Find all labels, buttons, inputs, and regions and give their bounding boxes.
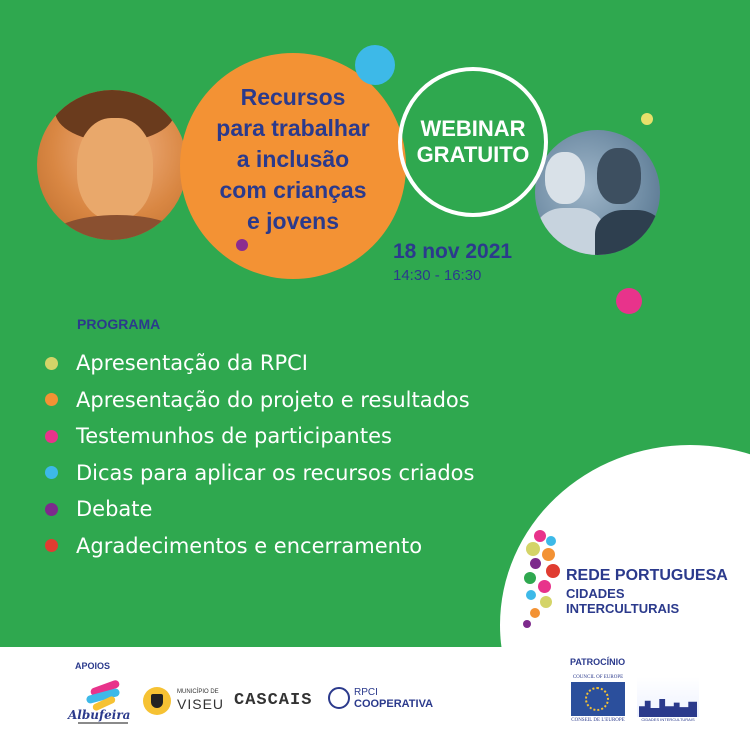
albufeira-tagline-line [78,722,128,724]
program-item [45,455,474,492]
program-title: PROGRAMA [77,316,161,332]
program-item [45,418,474,455]
logo-bubble [546,564,560,578]
bullet-dot-icon [45,466,58,479]
program-list [45,345,474,564]
rpci-cooperativa-logo [328,687,434,717]
photo-woman-1-head [545,152,585,204]
photo-young-man-face [77,118,153,220]
headline-line: com crianças [219,177,367,203]
organizer-subtitle: CIDADES INTERCULTURAIS [566,586,680,616]
logo-bubble [538,580,551,593]
coe-flag-icon [571,682,625,716]
decorative-dot-blue [355,45,395,85]
program-item-label: Debate [76,497,153,522]
viseu-crest-icon [143,687,171,715]
logo-bubble [523,620,531,628]
decorative-dot-pink [616,288,642,314]
bullet-dot-icon [45,357,58,370]
cascais-logo: CASCAIS [234,691,313,710]
badge-line-2: GRATUITO [416,142,530,167]
logo-bubble [526,542,540,556]
logo-bubble [530,558,541,569]
cooperativa-label: COOPERATIVA [354,698,434,710]
rpci-ring-icon [328,687,350,709]
albufeira-wordmark: Albufeira [68,708,131,722]
program-item-label: Testemunhos de participantes [76,424,392,449]
logo-bubble [530,608,540,618]
event-time: 14:30 - 16:30 [393,267,482,284]
logo-bubble [542,548,555,561]
footer [0,647,750,750]
event-date: 18 nov 2021 [393,240,513,263]
headline [198,82,388,237]
headline-line: para trabalhar [216,115,370,141]
logo-bubble [524,572,536,584]
badge-line-1: WEBINAR [420,116,526,141]
supporters-label: APOIOS [75,661,111,671]
program-item [45,345,474,382]
albufeira-logo [68,680,133,725]
photo-young-man-shirt [47,215,187,240]
webinar-badge [398,67,548,217]
program-item-label: Dicas para aplicar os recursos criados [76,460,475,485]
organizer-name: REDE PORTUGUESA [566,567,728,584]
photo-woman-2-body [595,210,660,255]
program-item-label: Agradecimentos e encerramento [76,533,423,558]
photo-woman-2-head [597,148,641,204]
headline-line: e jovens [246,208,340,234]
bullet-dot-icon [45,430,58,443]
program-item [45,382,474,419]
bullet-dot-icon [45,539,58,552]
bullet-dot-icon [45,503,58,516]
viseu-municipality-label: MUNICÍPIO DE [177,689,219,695]
organizer-logo-bubbles-icon [520,530,565,630]
logo-bubble [526,590,536,600]
program-item-label: Apresentação do projeto e resultados [76,387,470,412]
photo-two-young-women [535,130,660,255]
decorative-dot-yellow [641,113,653,125]
logo-bubble [534,530,546,542]
bullet-dot-icon [45,393,58,406]
organizer-logo [520,530,735,630]
rpci-label: RPCI [354,687,378,698]
program-item [45,491,474,528]
headline-line: Recursos [240,84,346,110]
viseu-wordmark: VISEU [177,696,225,712]
sponsors-label: PATROCÍNIO [570,657,626,667]
coe-top-label: COUNCIL OF EUROPE [572,675,624,680]
logo-bubble [546,536,556,546]
program-item-label: Apresentação da RPCI [76,351,308,376]
decorative-dot-purple [236,239,248,251]
ci-caption: CIDADES INTERCULTURAIS [641,717,695,722]
headline-line: a inclusão [236,146,350,172]
coe-bottom-label: CONSEIL DE L'EUROPE [571,718,625,723]
intercultural-cities-logo [637,677,699,725]
program-item [45,528,474,565]
photo-young-man [37,90,187,240]
council-of-europe-logo [567,675,629,727]
viseu-logo [143,687,228,722]
logo-bubble [540,596,552,608]
